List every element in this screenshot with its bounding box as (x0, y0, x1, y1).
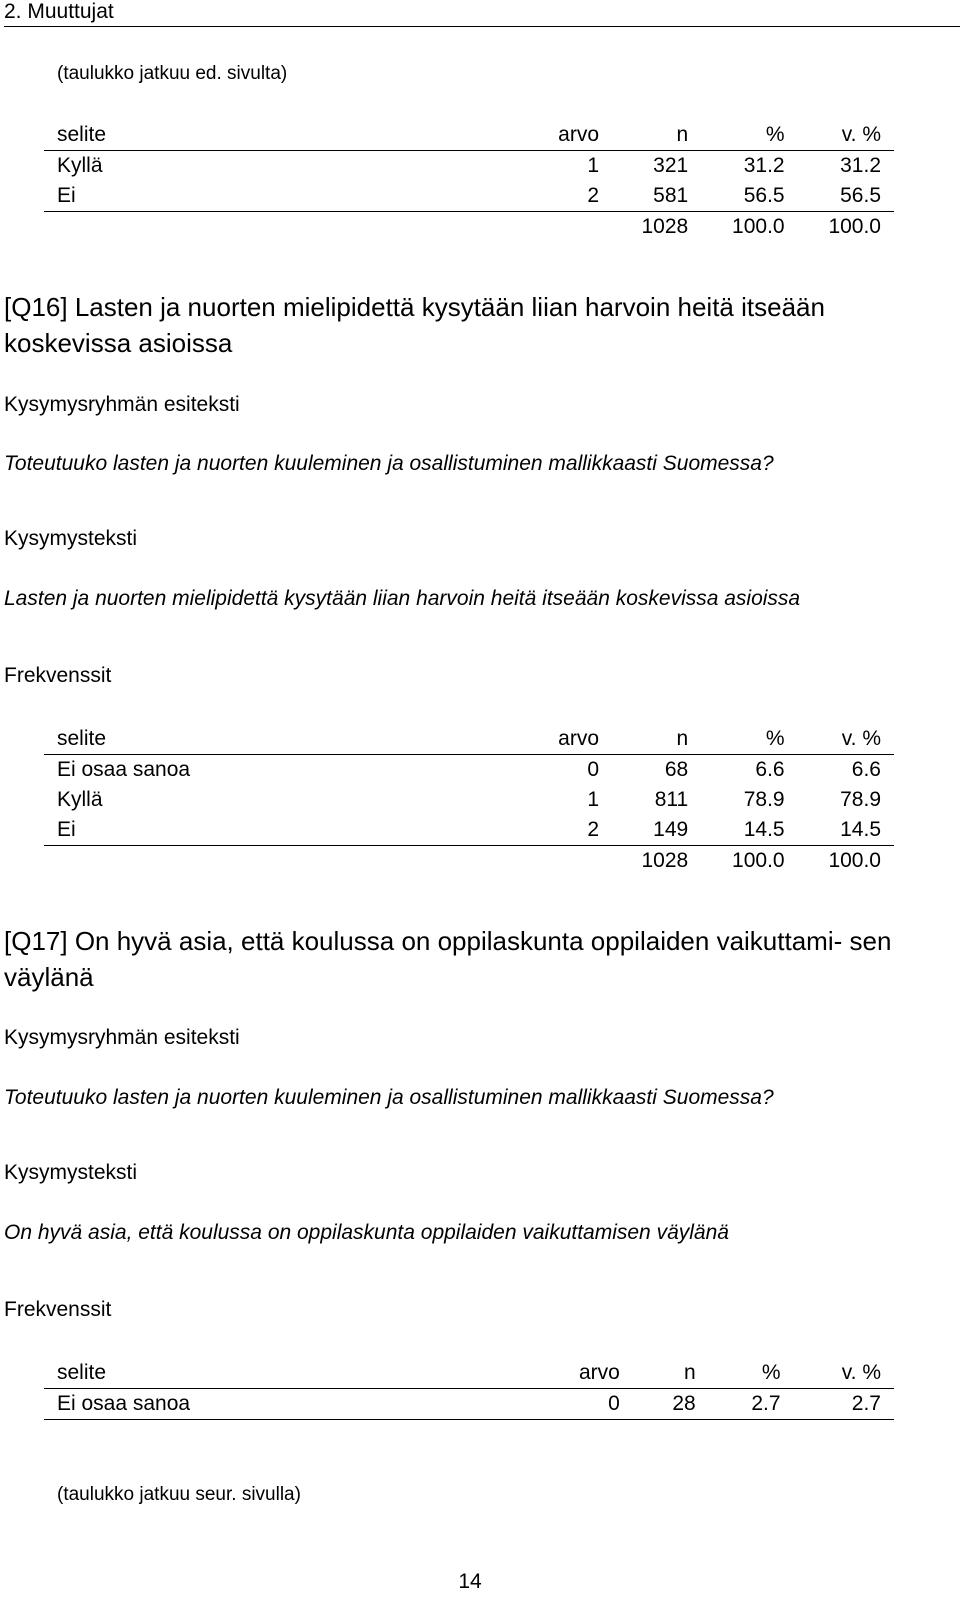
total-valid-percent: 100.0 (828, 215, 881, 238)
frequencies-label-q16: Frekvenssit (4, 664, 112, 687)
group-text-q17: Toteutuuko lasten ja nuorten kuuleminen ja osallistuminen mallikkaasti Suomessa? (4, 1086, 774, 1109)
continued-from-note: (taulukko jatkuu ed. sivulta) (57, 63, 288, 84)
col-percent: % (709, 1358, 794, 1389)
cell-n: 149 (612, 815, 701, 846)
frequency-table-continued (44, 120, 894, 242)
cell-valid-percent: 78.9 (840, 788, 881, 811)
question-title-q16: [Q16] Lasten ja nuorten mielipidettä kysytään liian harvoin heitä itseään koskevissa asioissa (4, 292, 825, 358)
cell-selite: Ei osaa sanoa (44, 1389, 530, 1420)
cell-percent: 14.5 (701, 815, 797, 846)
cell-arvo: 1 (587, 788, 600, 811)
col-valid-percent: v. % (798, 724, 894, 755)
col-percent: % (701, 724, 797, 755)
col-valid-percent: v. % (794, 1358, 894, 1389)
table-row (44, 785, 894, 815)
col-arvo: arvo (530, 724, 612, 755)
cell-valid-percent: 14.5 (798, 815, 894, 846)
frequency-table-q17 (44, 1358, 894, 1420)
question-text-q16: Lasten ja nuorten mielipidettä kysytään liian harvoin heitä itseään koskevissa asioissa (4, 587, 801, 610)
table-header-row (44, 1358, 894, 1389)
cell-valid-percent: 56.5 (798, 181, 894, 212)
frequencies-label-q17: Frekvenssit (4, 1298, 112, 1321)
question-text-q17: On hyvä asia, että koulussa on oppilaskunta oppilaiden vaikuttamisen väylänä (4, 1221, 729, 1244)
cell-valid-percent: 6.6 (851, 758, 881, 781)
table-row (44, 151, 894, 182)
table-header-row (44, 120, 894, 151)
cell-percent: 78.9 (743, 788, 785, 811)
cell-percent: 31.2 (743, 154, 785, 177)
col-n: n (612, 724, 701, 755)
cell-percent: 6.6 (755, 758, 785, 781)
cell-n: 28 (633, 1389, 709, 1420)
total-n: 1028 (641, 215, 689, 238)
total-valid-percent: 100.0 (828, 849, 881, 872)
cell-selite: Kyllä (57, 154, 103, 177)
table-row (44, 815, 894, 846)
col-n: n (633, 1358, 709, 1389)
cell-valid-percent: 31.2 (840, 154, 881, 177)
frequency-table-q16 (44, 724, 894, 876)
cell-selite: Ei (44, 181, 530, 212)
total-n: 1028 (641, 849, 689, 872)
group-text-q16: Toteutuuko lasten ja nuorten kuuleminen ja osallistuminen mallikkaasti Suomessa? (4, 452, 774, 475)
total-percent: 100.0 (732, 849, 785, 872)
total-percent: 100.0 (732, 215, 785, 238)
col-selite: selite (44, 120, 530, 151)
table-header-row (44, 724, 894, 755)
cell-arvo: 0 (530, 1389, 633, 1420)
table-total-row (44, 846, 894, 877)
table-row (44, 181, 894, 212)
cell-selite: Kyllä (57, 788, 103, 811)
col-n: n (612, 120, 701, 151)
group-label-q17: Kysymysryhmän esiteksti (4, 1026, 240, 1049)
table-row (44, 1389, 894, 1420)
section-header: 2. Muuttujat (4, 0, 114, 23)
cell-n: 321 (653, 154, 689, 177)
cell-valid-percent: 2.7 (794, 1389, 894, 1420)
cell-selite: Ei osaa sanoa (57, 758, 191, 781)
cell-arvo: 2 (530, 815, 612, 846)
question-label-q17: Kysymysteksti (4, 1161, 138, 1184)
table-total-row (44, 212, 894, 243)
question-title-q17: [Q17] On hyvä asia, että koulussa on oppilaskunta oppilaiden vaikuttami- sen väylänä (4, 926, 892, 992)
cell-n: 68 (664, 758, 689, 781)
group-label-q16: Kysymysryhmän esiteksti (4, 393, 240, 416)
col-selite: selite (44, 1358, 530, 1389)
question-label-q16: Kysymysteksti (4, 527, 138, 550)
cell-selite: Ei (44, 815, 530, 846)
col-arvo: arvo (530, 120, 612, 151)
cell-arvo: 1 (587, 154, 600, 177)
page-number: 14 (458, 1570, 482, 1593)
cell-arvo: 2 (530, 181, 612, 212)
header-rule (4, 26, 960, 27)
cell-n: 811 (654, 788, 689, 811)
cell-percent: 56.5 (701, 181, 797, 212)
col-selite: selite (44, 724, 530, 755)
col-percent: % (701, 120, 797, 151)
continues-to-note: (taulukko jatkuu seur. sivulla) (57, 1484, 301, 1505)
col-arvo: arvo (530, 1358, 633, 1389)
table-row (44, 755, 894, 786)
cell-n: 581 (612, 181, 701, 212)
cell-arvo: 0 (587, 758, 600, 781)
col-valid-percent: v. % (798, 120, 894, 151)
cell-percent: 2.7 (709, 1389, 794, 1420)
